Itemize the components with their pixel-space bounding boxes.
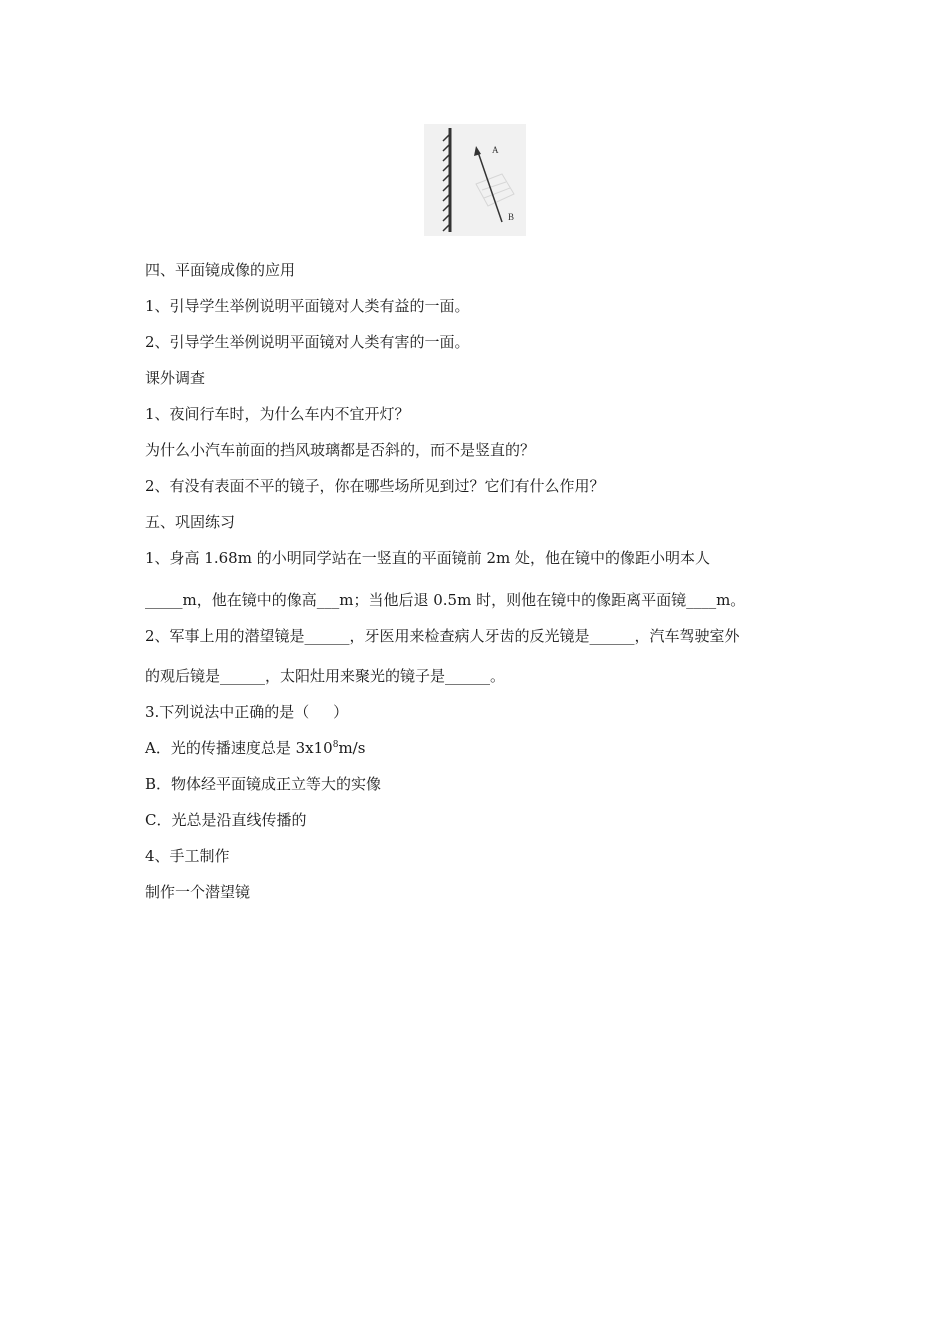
text-line: 制作一个潜望镜 (145, 883, 251, 901)
question-1-line-1: 1、身高 1.68m 的小明同学站在一竖直的平面镜前 2m 处，他在镜中的像距小明本人 (145, 549, 711, 567)
mirror-figure (424, 124, 526, 236)
text-line: 2、有没有表面不平的镜子，你在哪些场所见到过？它们有什么作用？ (145, 477, 605, 495)
text-line: 1、引导学生举例说明平面镜对人类有益的一面。 (145, 297, 470, 315)
question-3: 3.下列说法中正确的是（ ） (145, 703, 349, 721)
section-heading-applications: 四、平面镜成像的应用 (145, 261, 296, 279)
text-line: 2、引导学生举例说明平面镜对人类有害的一面。 (145, 333, 470, 351)
text-line: 1、夜间行车时，为什么车内不宜开灯？ (145, 405, 410, 423)
question-2-line-1: 2、军事上用的潜望镜是______，牙医用来检查病人牙齿的反光镜是______，汽车驾驶室外 (145, 627, 740, 645)
mirror-diagram (424, 124, 526, 236)
question-4: 4、手工制作 (145, 847, 230, 865)
section-heading-practice: 五、巩固练习 (145, 513, 236, 531)
option-a: A．光的传播速度总是 $3x10^8m/s$ (145, 739, 366, 757)
question-2-line-2: 的观后镜是______，太阳灶用来聚光的镜子是______。 (145, 667, 506, 685)
question-1-line-2: _____m，他在镜中的像高___m；当他后退 0.5m 时，则他在镜中的像距离平面镜____m。 (145, 591, 746, 609)
section-heading-survey: 课外调查 (145, 369, 206, 387)
label-a: A (492, 145, 499, 155)
label-b: B (508, 212, 515, 222)
text-line: 为什么小汽车前面的挡风玻璃都是否斜的，而不是竖直的？ (145, 441, 536, 459)
option-b: B．物体经平面镜成正立等大的实像 (145, 775, 382, 793)
option-c: C．光总是沿直线传播的 (145, 811, 307, 829)
